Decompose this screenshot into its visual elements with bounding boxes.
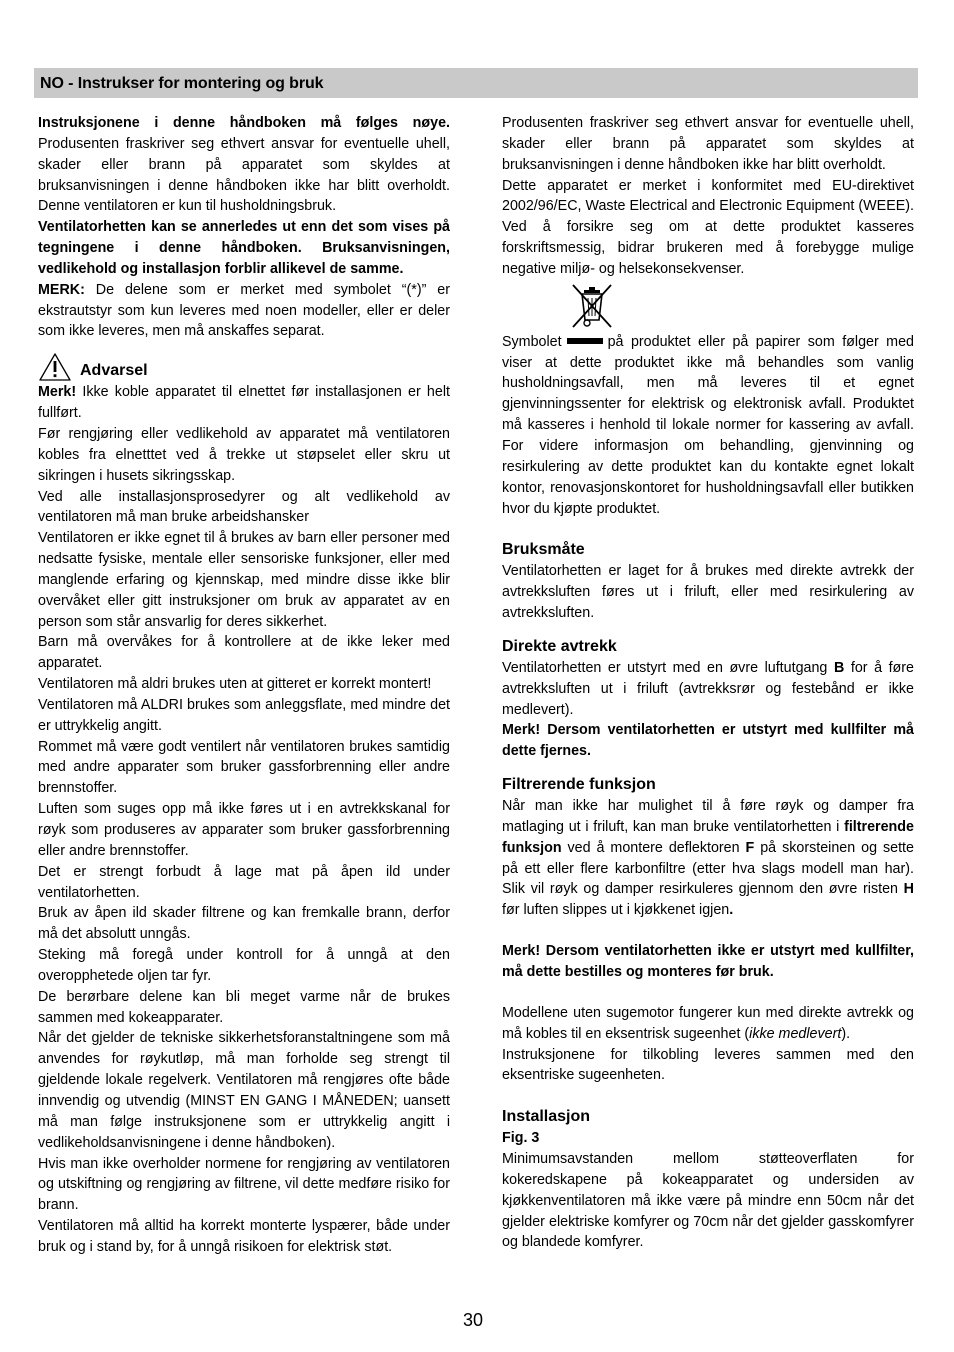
direkte-text — [502, 658, 914, 721]
install-heading: Installasjon — [502, 1108, 591, 1126]
filter-heading: Filtrerende funksjon — [502, 776, 656, 794]
intro-bold: Instruksjonene i denne håndboken må følges nøye. — [38, 115, 450, 131]
safety-paragraph: Ventilatoren må alltid ha korrekt monterte lyspærer, både under bruk og i stand by, for å unngå risikoen for elektrisk støt. — [38, 1218, 450, 1255]
section-header-bar — [34, 68, 918, 98]
install-text: Minimumsavstanden mellom støtteoverflaten for kokeredskapene på kokeapparatet og undersiden av kjøkkenventilatoren må ikke være på mindre enn 50cm når det gjelder elektriske komfyrer og 70cm når det gjelder gasskomfyrer og blandede komfyrer. — [502, 1151, 914, 1251]
safety-paragraph: Ventilatoren må aldri brukes uten at gitteret er korrekt montert! — [38, 676, 432, 693]
weee-symbol-block — [502, 280, 914, 332]
letter-b: B — [833, 659, 845, 676]
safety-paragraph: Luften som suges opp må ikke føres ut i en avtrekkskanal for røyk som produseres av apparater som bruker gassforbrenning eller andre brennstoffer. — [38, 801, 450, 859]
direkte-heading: Direkte avtrekk — [502, 637, 617, 655]
bruksmate-heading: Bruksmåte — [502, 541, 585, 559]
warning-title: Advarsel — [80, 362, 148, 380]
safety-paragraph: Det er strengt forbudt å lage mat på åpen ild under ventilatorhetten. — [38, 863, 450, 901]
models-text-a: Modellene uten sugemotor fungerer kun med direkte avtrekk og må kobles til en eksentrisk sugeenhet ( — [502, 1004, 914, 1042]
merk-paragraph — [38, 280, 450, 343]
intro-text: Produsenten fraskriver seg ethvert ansvar for eventuelle uhell, skader eller brann på apparatet som skyldes at bruksanvisningen i denne håndboken ikke har blitt overholdt. Denne ventilatoren er kun til husholdningsbruk. — [38, 135, 450, 215]
models-text-b: ). — [841, 1025, 851, 1042]
filter-text — [502, 796, 914, 921]
warning-triangle-icon — [38, 352, 72, 382]
filter-bold: filtrerende funksjon — [502, 818, 914, 856]
black-bar-symbol-icon — [567, 338, 603, 344]
filter-text-a: Når man ikke har mulighet til å føre røyk og damper fra matlaging ut i friluft, kan man bruke ventilatorhetten i — [502, 798, 914, 835]
letter-f: F — [745, 839, 755, 856]
direkte-merk: Merk! Dersom ventilatorhetten er utstyrt med kullfilter må dette fjernes. — [502, 722, 914, 760]
symbol-text-after: på produktet eller på papirer som følger med viser at dette produktet ikke må behandles som vanlig husholdningsavfall, men må leveres til et egnet gjenvinningssenter for elektrisk og elektronisk avfall. Produktet må kasseres i henhold til lokale normer for kassering av avfall. For videre informasjon om behandling, gjenvinning og resirkulering av dette produktet kan du kontakte egnet lokalt kontor, renovasjonskontoret for husholdningsavfall eller butikken hvor du kjøpte produktet. — [502, 333, 914, 517]
page-number: 30 — [463, 1310, 484, 1330]
filter-text-b: ved å montere deflektoren — [567, 839, 740, 856]
safety-paragraph: Når det gjelder de tekniske sikkerhetsforanstaltningene som må anvendes for røykutløp, må man forholde seg strengt til gjeldende lokale regelverk. Ventilatoren må rengjøres ofte både innvendig og utvendig (MINST EN GANG I MÅNEDEN; uansett må man følge instruksjonene som er uttrykkelig angitt i vedlikeholdsanvisningene i denne håndboken). — [38, 1030, 450, 1151]
warning-merk-paragraph — [38, 382, 450, 424]
direkte-text-a: Ventilatorhetten er utstyrt med en øvre luftutgang — [502, 659, 828, 676]
safety-paragraph: Barn må overvåkes for å kontrollere at de ikke leker med apparatet. — [38, 634, 450, 672]
safety-paragraph: Bruk av åpen ild skader filtrene og kan fremkalle brann, derfor må det absolutt unngås. — [38, 905, 450, 943]
weee-paragraph: Dette apparatet er merket i konformitet med EU-direktivet 2002/96/EC, Waste Electrical and Electronic Equipment (WEEE). Ved å forsikre seg om at dette produktet kasseres forskriftsmessig, bidrar brukeren med å forebygge mulige negative miljø- og helsekonsekvenser. — [502, 177, 914, 277]
safety-paragraph: Steking må foregå under kontroll for å unngå at den overopphetede oljen tar fyr. — [38, 947, 450, 984]
models-italic: ikke medlevert — [749, 1025, 842, 1042]
filter-text-d: før luften slippes ut i kjøkkenet igjen — [502, 902, 730, 919]
liability-paragraph: Produsenten fraskriver seg ethvert ansvar for eventuelle uhell, skader eller brann på apparatet som skyldes at bruksanvisningen i denne håndboken ikke har blitt overholdt. — [502, 115, 914, 173]
right-column — [502, 113, 914, 1253]
warning-merk-label: Merk! — [38, 384, 77, 401]
direkte-text-b: for å føre avtrekksluften ut i friluft (avtrekksrør og festebånd er ikke medlevert). — [502, 659, 914, 718]
safety-paragraph: De berørbare delene kan bli meget varme når de brukes sammen med kokeapparater. — [38, 988, 450, 1026]
filter-dot: . — [729, 902, 734, 919]
filter-text-c: på skorsteinen og sette på ett eller flere karbonfiltre (etter hva slags modell man har). Slik vil røyk og damper resirkuleres gjennom den øvre risten — [502, 839, 914, 898]
safety-paragraph: Ved alle installasjonsprosedyrer og alt vedlikehold av ventilatoren må man bruke arbeidshansker — [38, 488, 450, 526]
merk-label: MERK: — [38, 281, 85, 298]
warning-heading — [38, 352, 450, 382]
filter-merk: Merk! Dersom ventilatorhetten ikke er utstyrt med kullfilter, må dette bestilles og monteres før bruk. — [502, 943, 914, 980]
merk-text: De delene som er merket med symbolet “(*)” er ekstrautstyr som kun leveres med noen modeller, eller er deler som ikke leveres, men må anskaffes separat. — [38, 281, 450, 340]
intro-paragraph — [38, 113, 450, 217]
left-column — [38, 113, 450, 1258]
models-text2: Instruksjonene for tilkobling leveres sammen med den eksentriske sugeenheten. — [502, 1046, 914, 1084]
safety-paragraph: Før rengjøring eller vedlikehold av apparatet må ventilatoren kobles fra elnetttet ved å trekke ut støpselet eller skru ut sikringen i husets sikringsskap. — [38, 425, 450, 484]
letter-h: H — [903, 881, 914, 898]
models-text — [502, 1003, 914, 1045]
crossed-out-wheelie-bin-icon — [568, 282, 616, 330]
section-title: NO - Instrukser for montering og bruk — [40, 75, 324, 92]
safety-paragraph: Hvis man ikke overholder normene for rengjøring av ventilatoren og utskiftning og rengjøring av filtrene, vil dette medføre risiko for brann. — [38, 1155, 450, 1214]
install-fig-ref: Fig. 3 — [502, 1130, 540, 1147]
warning-merk-text: Ikke koble apparatet til elnettet før installasjonen er helt fullført. — [38, 384, 450, 422]
safety-paragraph: Ventilatoren må ALDRI brukes som anleggsflate, med mindre det er uttrykkelig angitt. — [38, 696, 450, 734]
bruksmate-text: Ventilatorhetten er laget for å brukes med direkte avtrekk der avtrekksluften føres ut i friluft, eller med resirkulering av avtrekksluften. — [502, 563, 914, 622]
appearance-note: Ventilatorhetten kan se annerledes ut enn det som vises på tegningene i denne håndboken. Bruksanvisningen, vedlikehold og installasjon forblir allikevel de samme. — [38, 219, 450, 277]
safety-paragraph: Ventilatoren er ikke egnet til å brukes av barn eller personer med nedsatte fysiske, mentale eller sensoriske funksjoner, eller med manglende erfaring og kjennskap, med mindre disse ikke blir overvåket eller gitt instruksjoner om bruk av apparatet av en person som står ansvarlig for deres sikkerhet. — [38, 530, 450, 630]
symbol-text-before: Symbolet — [502, 333, 562, 350]
safety-paragraph: Rommet må være godt ventilert når ventilatoren brukes samtidig med andre apparater som bruker gassforbrenning eller andre brennstoffer. — [38, 738, 450, 797]
symbol-paragraph — [502, 332, 914, 520]
